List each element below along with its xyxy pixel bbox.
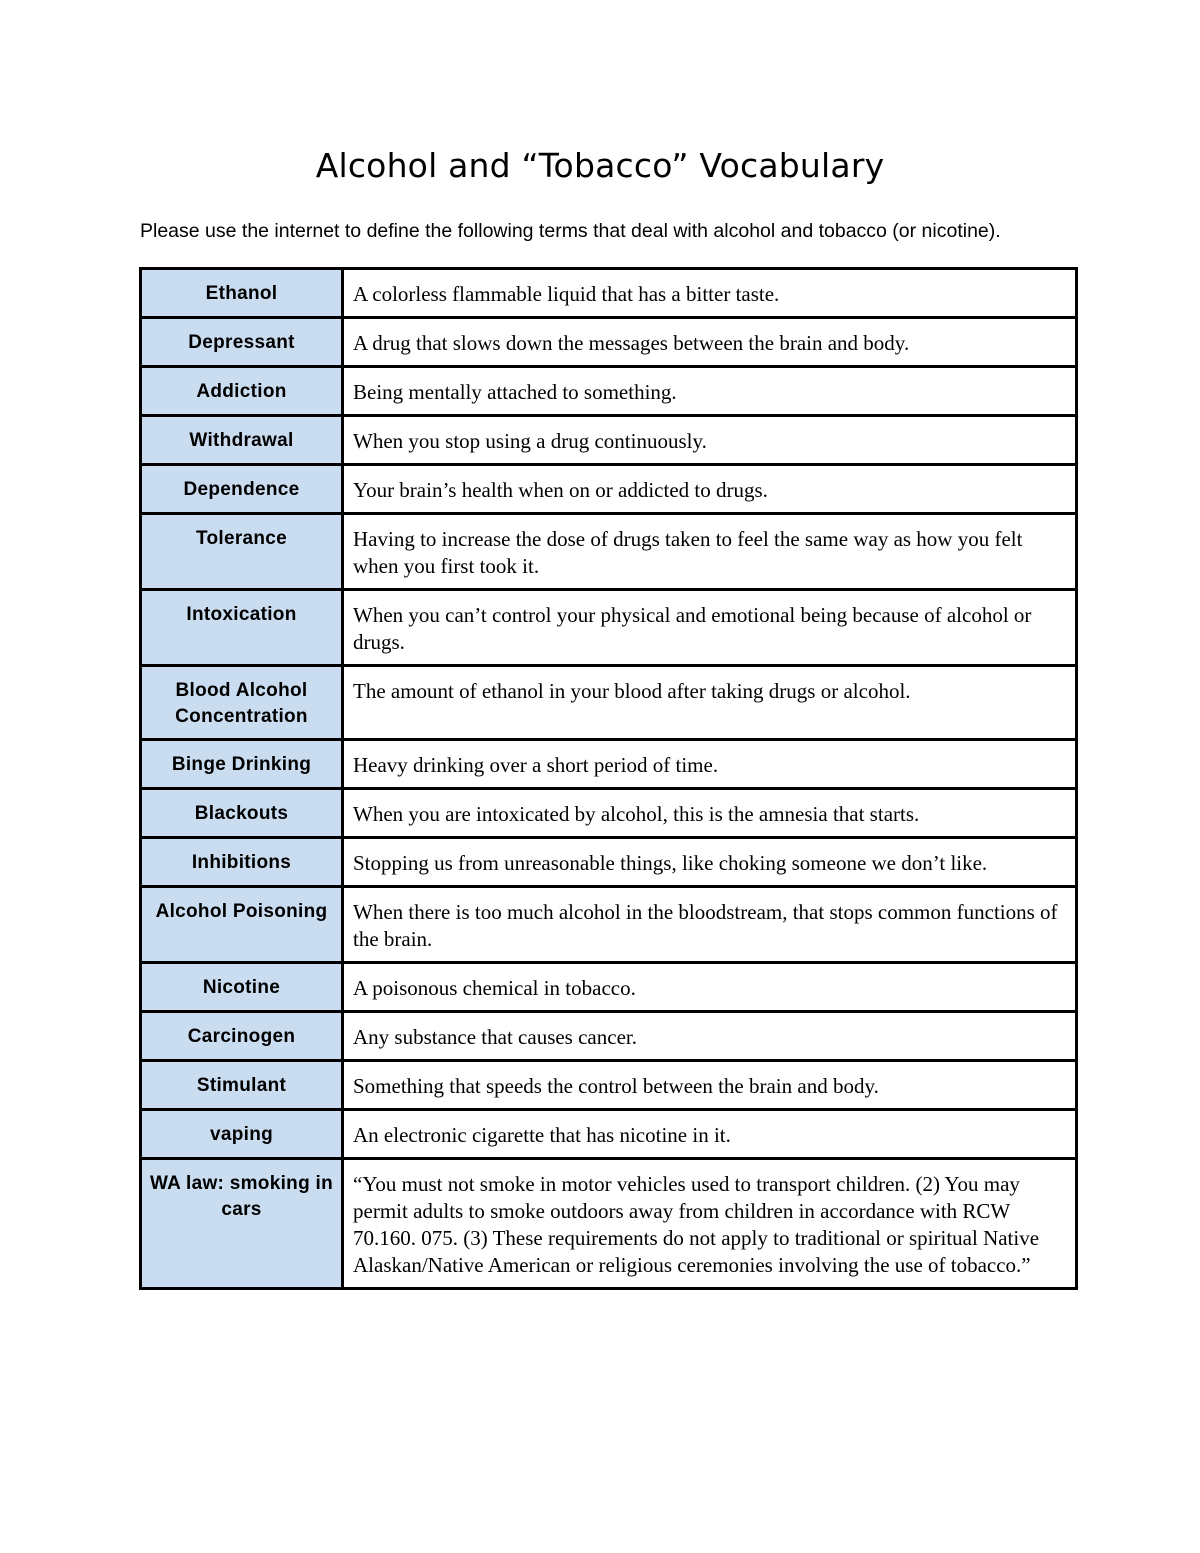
term-cell: Blackouts (141, 789, 343, 838)
table-row (141, 269, 1077, 318)
term-cell: Carcinogen (141, 1012, 343, 1061)
table-row (141, 1061, 1077, 1110)
term-cell: WA law: smoking in cars (141, 1159, 343, 1289)
table-row (141, 1012, 1077, 1061)
table-row (141, 789, 1077, 838)
definition-cell: Heavy drinking over a short period of time. (343, 740, 1077, 789)
term-cell: Stimulant (141, 1061, 343, 1110)
term-cell: Alcohol Poisoning (141, 887, 343, 963)
definition-cell: Being mentally attached to something. (343, 367, 1077, 416)
term-cell: Addiction (141, 367, 343, 416)
table-row (141, 367, 1077, 416)
vocabulary-table (139, 267, 1078, 1290)
definition-cell: Stopping us from unreasonable things, like choking someone we don’t like. (343, 838, 1077, 887)
term-cell: Inhibitions (141, 838, 343, 887)
term-cell: Depressant (141, 318, 343, 367)
instructions-text: Please use the internet to define the following terms that deal with alcohol and tobacco (or nicotine). (140, 220, 1001, 242)
definition-cell: Having to increase the dose of drugs taken to feel the same way as how you felt when you first took it. (343, 514, 1077, 590)
definition-cell: “You must not smoke in motor vehicles used to transport children. (2) You may permit adults to smoke outdoors away from children in accordance with RCW 70.160. 075. (3) These requirements do not apply to traditional or spiritual Native Alaskan/Native American or religious ceremonies involving the use of tobacco.” (343, 1159, 1077, 1289)
table-row (141, 838, 1077, 887)
definition-cell: Something that speeds the control between the brain and body. (343, 1061, 1077, 1110)
term-cell: Blood Alcohol Concentration (141, 666, 343, 740)
table-row (141, 963, 1077, 1012)
term-cell: vaping (141, 1110, 343, 1159)
table-row (141, 590, 1077, 666)
table-row (141, 465, 1077, 514)
term-cell: Dependence (141, 465, 343, 514)
table-row (141, 318, 1077, 367)
term-cell: Binge Drinking (141, 740, 343, 789)
term-cell: Tolerance (141, 514, 343, 590)
definition-cell: A drug that slows down the messages between the brain and body. (343, 318, 1077, 367)
definition-cell: A colorless flammable liquid that has a bitter taste. (343, 269, 1077, 318)
table-row (141, 887, 1077, 963)
table-row (141, 1159, 1077, 1289)
definition-cell: When you can’t control your physical and emotional being because of alcohol or drugs. (343, 590, 1077, 666)
definition-cell: Your brain’s health when on or addicted to drugs. (343, 465, 1077, 514)
page-title: Alcohol and “Tobacco” Vocabulary (315, 146, 885, 185)
table-row (141, 1110, 1077, 1159)
definition-cell: When there is too much alcohol in the bloodstream, that stops common functions of the brain. (343, 887, 1077, 963)
definition-cell: A poisonous chemical in tobacco. (343, 963, 1077, 1012)
term-cell: Intoxication (141, 590, 343, 666)
table-row (141, 416, 1077, 465)
definition-cell: When you are intoxicated by alcohol, this is the amnesia that starts. (343, 789, 1077, 838)
term-cell: Withdrawal (141, 416, 343, 465)
table-row (141, 514, 1077, 590)
table-row (141, 666, 1077, 740)
term-cell: Nicotine (141, 963, 343, 1012)
definition-cell: Any substance that causes cancer. (343, 1012, 1077, 1061)
definition-cell: The amount of ethanol in your blood after taking drugs or alcohol. (343, 666, 1077, 740)
table-row (141, 740, 1077, 789)
definition-cell: An electronic cigarette that has nicotine in it. (343, 1110, 1077, 1159)
term-cell: Ethanol (141, 269, 343, 318)
definition-cell: When you stop using a drug continuously. (343, 416, 1077, 465)
